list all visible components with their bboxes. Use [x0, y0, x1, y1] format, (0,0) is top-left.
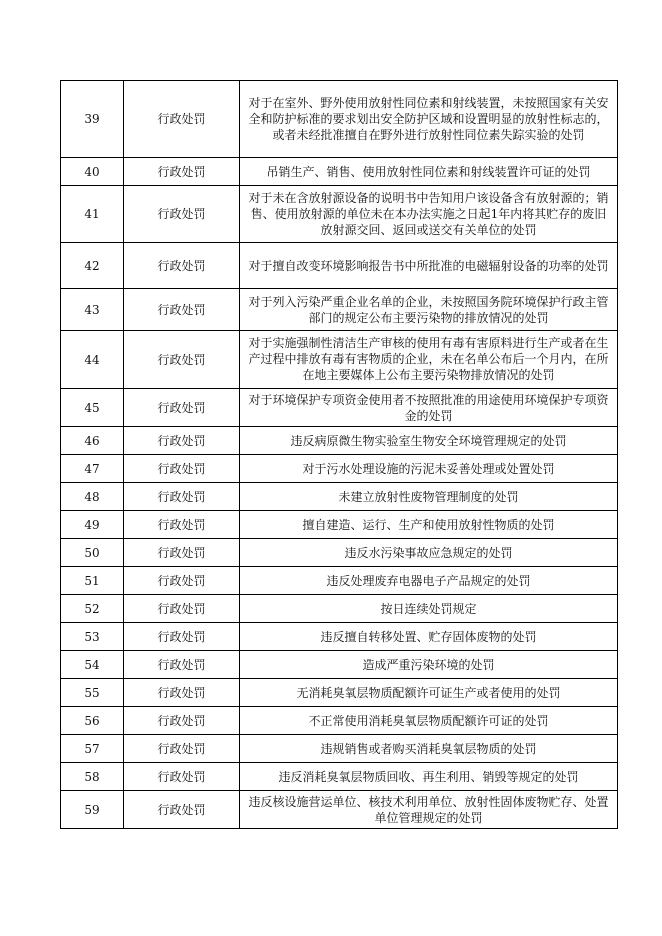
table-row [61, 707, 618, 735]
table-row [61, 483, 618, 511]
description-cell[interactable]: 违反病原微生物实验室生物安全环境管理规定的处罚 [240, 427, 618, 455]
row-number-cell[interactable]: 43 [61, 289, 124, 331]
row-number-cell[interactable]: 42 [61, 243, 124, 289]
category-cell[interactable]: 行政处罚 [124, 331, 240, 389]
description-cell[interactable]: 不正常使用消耗臭氧层物质配额许可证的处罚 [240, 707, 618, 735]
table-row [61, 623, 618, 651]
description-cell[interactable]: 未建立放射性废物管理制度的处罚 [240, 483, 618, 511]
description-cell[interactable]: 对于污水处理设施的污泥未妥善处理或处置处罚 [240, 455, 618, 483]
row-number-cell[interactable]: 40 [61, 158, 124, 186]
row-number-cell[interactable]: 58 [61, 763, 124, 791]
description-cell[interactable]: 造成严重污染环境的处罚 [240, 651, 618, 679]
table-row [61, 389, 618, 427]
category-cell[interactable]: 行政处罚 [124, 427, 240, 455]
row-number-cell[interactable]: 56 [61, 707, 124, 735]
category-cell[interactable]: 行政处罚 [124, 511, 240, 539]
table-row [61, 595, 618, 623]
description-cell[interactable]: 违反水污染事故应急规定的处罚 [240, 539, 618, 567]
table-row [61, 455, 618, 483]
category-cell[interactable]: 行政处罚 [124, 158, 240, 186]
category-cell[interactable]: 行政处罚 [124, 81, 240, 158]
table-row [61, 186, 618, 243]
category-cell[interactable]: 行政处罚 [124, 243, 240, 289]
category-cell[interactable]: 行政处罚 [124, 679, 240, 707]
category-cell[interactable]: 行政处罚 [124, 389, 240, 427]
row-number-cell[interactable]: 45 [61, 389, 124, 427]
category-cell[interactable]: 行政处罚 [124, 567, 240, 595]
row-number-cell[interactable]: 53 [61, 623, 124, 651]
row-number-cell[interactable]: 59 [61, 791, 124, 829]
row-number-cell[interactable]: 47 [61, 455, 124, 483]
description-cell[interactable] [240, 331, 618, 389]
category-cell[interactable]: 行政处罚 [124, 623, 240, 651]
row-number-cell[interactable]: 49 [61, 511, 124, 539]
row-number-cell[interactable]: 57 [61, 735, 124, 763]
category-cell[interactable]: 行政处罚 [124, 707, 240, 735]
table-row [61, 81, 618, 158]
row-number-cell[interactable]: 39 [61, 81, 124, 158]
table-row [61, 735, 618, 763]
description-cell[interactable]: 违反处理废弃电器电子产品规定的处罚 [240, 567, 618, 595]
description-cell[interactable]: 擅自建造、运行、生产和使用放射性物质的处罚 [240, 511, 618, 539]
spreadsheet-sheet [60, 80, 609, 829]
category-cell[interactable]: 行政处罚 [124, 289, 240, 331]
row-number-cell[interactable]: 41 [61, 186, 124, 243]
table-row [61, 243, 618, 289]
table-row [61, 567, 618, 595]
table-row [61, 511, 618, 539]
category-cell[interactable]: 行政处罚 [124, 735, 240, 763]
table-row [61, 427, 618, 455]
table-row [61, 763, 618, 791]
description-cell[interactable]: 违反消耗臭氧层物质回收、再生利用、销毁等规定的处罚 [240, 763, 618, 791]
table-row [61, 158, 618, 186]
row-number-cell[interactable]: 48 [61, 483, 124, 511]
category-cell[interactable]: 行政处罚 [124, 539, 240, 567]
table-row [61, 331, 618, 389]
category-cell[interactable]: 行政处罚 [124, 763, 240, 791]
category-cell[interactable]: 行政处罚 [124, 651, 240, 679]
table-row [61, 539, 618, 567]
table-row [61, 651, 618, 679]
table-row [61, 791, 618, 829]
table-body [61, 81, 618, 829]
description-cell[interactable]: 违反核设施营运单位、核技术利用单位、放射性固体废物贮存、处置单位管理规定的处罚 [240, 791, 618, 829]
table-row [61, 679, 618, 707]
row-number-cell[interactable]: 51 [61, 567, 124, 595]
row-number-cell[interactable]: 44 [61, 331, 124, 389]
description-cell[interactable]: 对于擅自改变环境影响报告书中所批准的电磁辐射设备的功率的处罚 [240, 243, 618, 289]
table-row [61, 289, 618, 331]
description-clip: 对于实施强制性清洁生产审核的使用有毒有害原料进行生产或者在生产过程中排放有毒有害物质的企业，未在名单公布后一个月内，在所在地主要媒体上公布主要污染物排放情况的处罚 [248, 335, 609, 382]
description-cell[interactable]: 违规销售或者购买消耗臭氧层物质的处罚 [240, 735, 618, 763]
description-cell[interactable]: 违反擅自转移处置、贮存固体废物的处罚 [240, 623, 618, 651]
row-number-cell[interactable]: 50 [61, 539, 124, 567]
category-cell[interactable]: 行政处罚 [124, 186, 240, 243]
description-cell[interactable]: 无消耗臭氧层物质配额许可证生产或者使用的处罚 [240, 679, 618, 707]
category-cell[interactable]: 行政处罚 [124, 455, 240, 483]
row-number-cell[interactable]: 54 [61, 651, 124, 679]
row-number-cell[interactable]: 52 [61, 595, 124, 623]
category-cell[interactable]: 行政处罚 [124, 791, 240, 829]
row-number-cell[interactable]: 46 [61, 427, 124, 455]
description-cell[interactable]: 对于环境保护专项资金使用者不按照批准的用途使用环境保护专项资金的处罚 [240, 389, 618, 427]
category-cell[interactable]: 行政处罚 [124, 595, 240, 623]
row-number-cell[interactable]: 55 [61, 679, 124, 707]
description-cell[interactable]: 按日连续处罚规定 [240, 595, 618, 623]
description-cell[interactable]: 对于在室外、野外使用放射性同位素和射线装置，未按照国家有关安全和防护标准的要求划出安全防护区域和设置明显的放射性标志的，或者未经批准擅自在野外进行放射性同位素失踪实验的处罚 [240, 81, 618, 158]
description-cell[interactable]: 对于列入污染严重企业名单的企业，未按照国务院环境保护行政主管部门的规定公布主要污染物的排放情况的处罚 [240, 289, 618, 331]
description-cell[interactable]: 吊销生产、销售、使用放射性同位素和射线装置许可证的处罚 [240, 158, 618, 186]
category-cell[interactable]: 行政处罚 [124, 483, 240, 511]
penalty-table [60, 80, 618, 829]
description-cell[interactable]: 对于未在含放射源设备的说明书中告知用户该设备含有放射源的；销售、使用放射源的单位未在本办法实施之日起1年内将其贮存的废旧放射源交回、返回或送交有关单位的处罚 [240, 186, 618, 243]
